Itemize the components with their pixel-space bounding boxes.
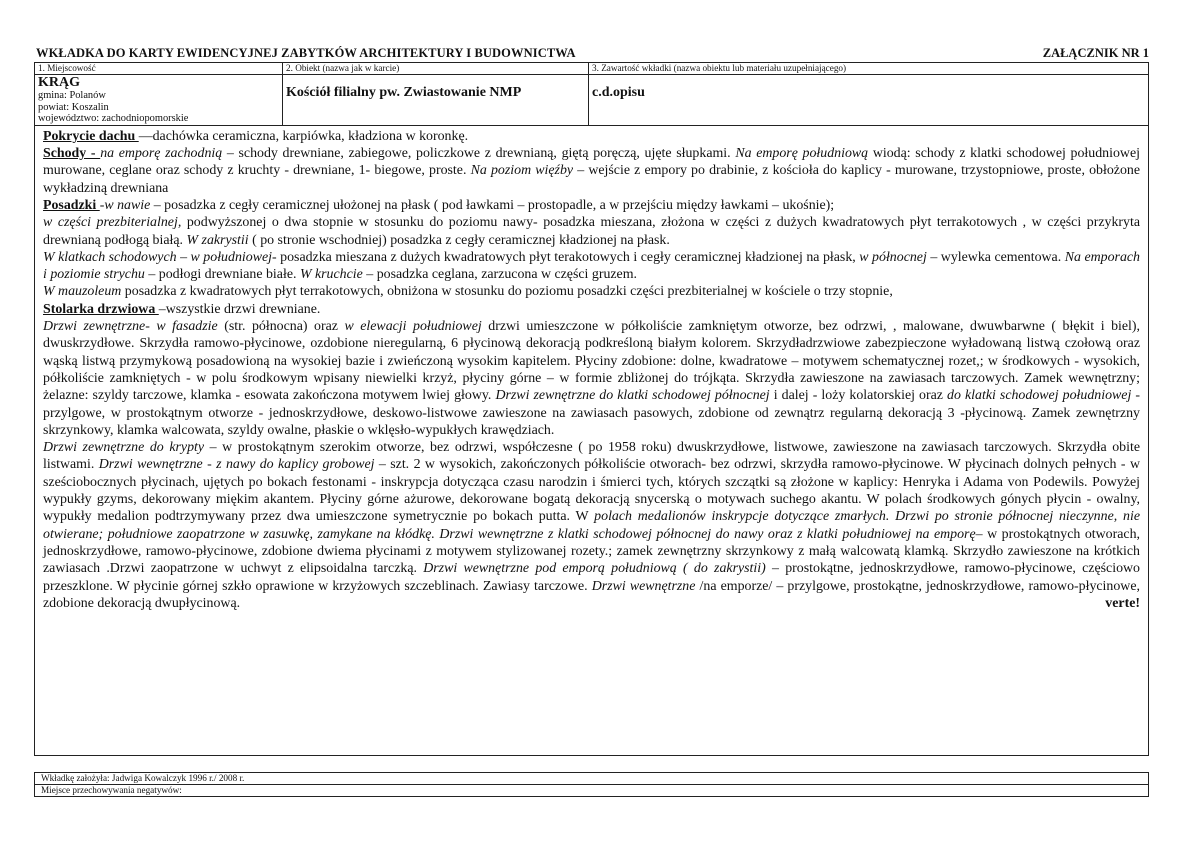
- para-joinery: Stolarka drzwiowa –wszystkie drzwi drewniane.: [43, 301, 321, 317]
- para-mausoleum: W mauzoleum posadzka z kwadratowych płyt terrakotowych, obniżona w stosunku do poziomu posadzki części prezbiterialnej w kościele o trzy stopnie,: [43, 284, 893, 300]
- para-stairs: Schody - na emporę zachodnią – schody drewniane, zabiegowe, policzkowe z drewnianą, giętą poręczą, ujęte słupkami. Na emporę południową wiodą: schody z klatki schodowej południowej murowane, ceglane oraz schody z kruchty - drewniane, 1- biegowe, proste. Na poziom więźby – wejście z empory po drabinie, z kościoła do kaplicy - murowane, trzystopniowe, proste, obłożone wykładziną drewniana: [43, 146, 1140, 196]
- description-body: [34, 126, 1149, 756]
- meta-table: [34, 62, 1149, 126]
- insert-card: [34, 46, 1149, 797]
- card-header: [34, 46, 1149, 62]
- powiat: powiat: Koszalin: [38, 101, 109, 113]
- contents-value: c.d.opisu: [592, 85, 645, 100]
- para-staircases: W klatkach schodowych – w południowej- posadzka mieszana z dużych kwadratowych płyt terakotowych i cegły ceramicznej kładzionej na płask, w północnej – wylewka cementowa. Na emporach i poziomie strychu – podłogi drewniane białe. W kruchcie – posadzka ceglana, zarzucona w części gruzem.: [43, 249, 1140, 283]
- contents-label: 3. Zawartość wkładki (nazwa obiektu lub materiału uzupełniającego): [589, 63, 1149, 75]
- para-presbytery: w części prezbiterialnej, podwyższonej o dwa stopnie w stosunku do poziomu nawy- posadzka mieszana, złożona w części z dużych kwadratowych płyt terrakotowych , w części przykryta drewnianą podłogą białą. W zakrystii ( po stronie wschodniej) posadzka z cegły ceramicznej kładzionej na płask.: [43, 215, 1140, 248]
- object-label: 2. Obiekt (nazwa jak w karcie): [283, 63, 589, 75]
- locality-name: KRĄG: [38, 75, 80, 90]
- attachment-number: ZAŁĄCZNIK NR 1: [1042, 46, 1149, 60]
- object-cell: [283, 75, 589, 126]
- locality-label: 1. Miejscowość: [35, 63, 283, 75]
- object-name: Kościół filialny pw. Zwiastowanie NMP: [286, 85, 522, 100]
- negatives-line: Miejsce przechowywania negatywów:: [34, 785, 1149, 797]
- para-crypt-doors: Drzwi zewnętrzne do krypty – w prostokątnym szerokim otworze, bez odrzwi, współczesne ( po 1958 roku) dwuskrzydłowe, listwowe, zawieszone na zawiasach tarczowych. Skrzydła obite listwami. Drzwi wewnętrzne - z nawy do kaplicy grobowej – szt. 2 w wysokich, zakończonych półkoliście otworach- bez odrzwi, skrzydła ramowo-płycinowe. W płycinach dolnych pełnych - w sześciobocznych płycinach, ujętych po bokach festonami - inskrypcja dotycząca czasu narodzin i śmierci tych, których szczątki są złożone w kaplicy: Henryka i Adama von Podewils. Powyżej wypukły gzyms, dekorowany miękim akantem. Płyciny górne ażurowe, dekorowane bogatą dekoracją snycerską o motywach suchego akantu. W polach środkowych gónych płycin - owalny, wypukły medalion podtrzymywany przez dwa umieszczone symetrycznie po bokach putta. W polach medalionów inskrypcje dotyczące zmarłych. Drzwi po stronie północnej nieczynne, nie otwierane; południowe zaopatrzone w zasuwkę, zamykane na kłódkę. Drzwi wewnętrzne z klatki schodowej północnej do nawy oraz z klatki południowej na emporę– w prostokątnych otworach, jednoskrzydłowe, ramowo-płycinowe, zdobione dwiema płycinami z motywem stylizowanej rozety.; zamek zewnętrzny skrzynkowy z małą walcowatą klamką. Skrzydło zawieszone na krótkich zawiasach .Drzwi zaopatrzone w uchwyt z elipsoidalna tarczką. Drzwi wewnętrzne pod emporą południową ( do zakrystii) – prostokątne, jednoskrzydłowe, ramowo-płycinowe, częściowo przeszklone. W płycinie górnej szkło oprawione w krzyżowych szczeblinach. Zawiasy tarczowe. Drzwi wewnętrzne /na emporze/ – przylgowe, prostokątne, jednoskrzydłowe, ramowo-płycinowe, zdobione dekoracją dwupłycinową. verte!: [43, 440, 1140, 611]
- para-roof: Pokrycie dachu —dachówka ceramiczna, karpiówka, kładziona w koronkę.: [43, 128, 469, 144]
- locality-cell: [35, 75, 283, 126]
- author-line: Wkładkę założyła: Jadwiga Kowalczyk 1996 r./ 2008 r.: [34, 772, 1149, 785]
- para-external-doors: Drzwi zewnętrzne- w fasadzie (str. północna) oraz w elewacji południowej drzwi umieszczone w półkoliście zamkniętym otworze, bez odrzwi, , malowane, dwuwbarwne ( błękit i biel), dwuskrzydłowe. Skrzydła ramowo-płycinowe, ozdobione nieregularną, 6 płycinową dekoracją podkreśloną białym kolorem. Skrzydładrzwiowe zabezpieczone wyładowaną listwą czołową oraz wąską listwą przymykową posadowioną na wysokiej bazie i zwieńczoną wysokim kapitelem. Płyciny zdobione: dolne, kwadratowe – motywem schematycznej rozet,; w środkowych - wysokich, półkoliście zamkniętych - w polu środkowym wpisany niewielki krzyż, płyciny górne – w formie zbliżonej do trójkąta. Skrzydła zawieszone na zawiasach tarczowych. Zamek wewnętrzny; żelazne: szyldy tarczowe, klamka - esowata zakończona motywem lwiej głowy. Drzwi zewnętrzne do klatki schodowej północnej i dalej - loży kolatorskiej oraz do klatki schodowej południowej - przylgowe, w prostokątnym otworze - jednoskrzydłowe, deskowo-listwowe zawieszone na zawiasach pasowych, zdobione od zewnątrz regularną dekoracją 3 -płycinową. Zamek zewnętrzny skrzynkowy, klamka walcowata, szyldy owalne, płaskie o wklęsło-wypukłych krawędziach.: [43, 319, 1141, 438]
- para-floors: Posadzki -w nawie – posadzka z cegły ceramicznej ułożonej na płask ( pod ławkami – prostopadle, a w przejściu między ławkami – ukośnie);: [43, 197, 835, 213]
- gmina: gmina: Polanów: [38, 90, 106, 101]
- wojewodztwo: województwo: zachodniopomorskie: [38, 113, 189, 125]
- card-title: WKŁADKA DO KARTY EWIDENCYJNEJ ZABYTKÓW ARCHITEKTURY I BUDOWNICTWA: [36, 46, 576, 60]
- contents-cell: [589, 75, 1149, 126]
- verte-note: verte!: [1105, 595, 1140, 611]
